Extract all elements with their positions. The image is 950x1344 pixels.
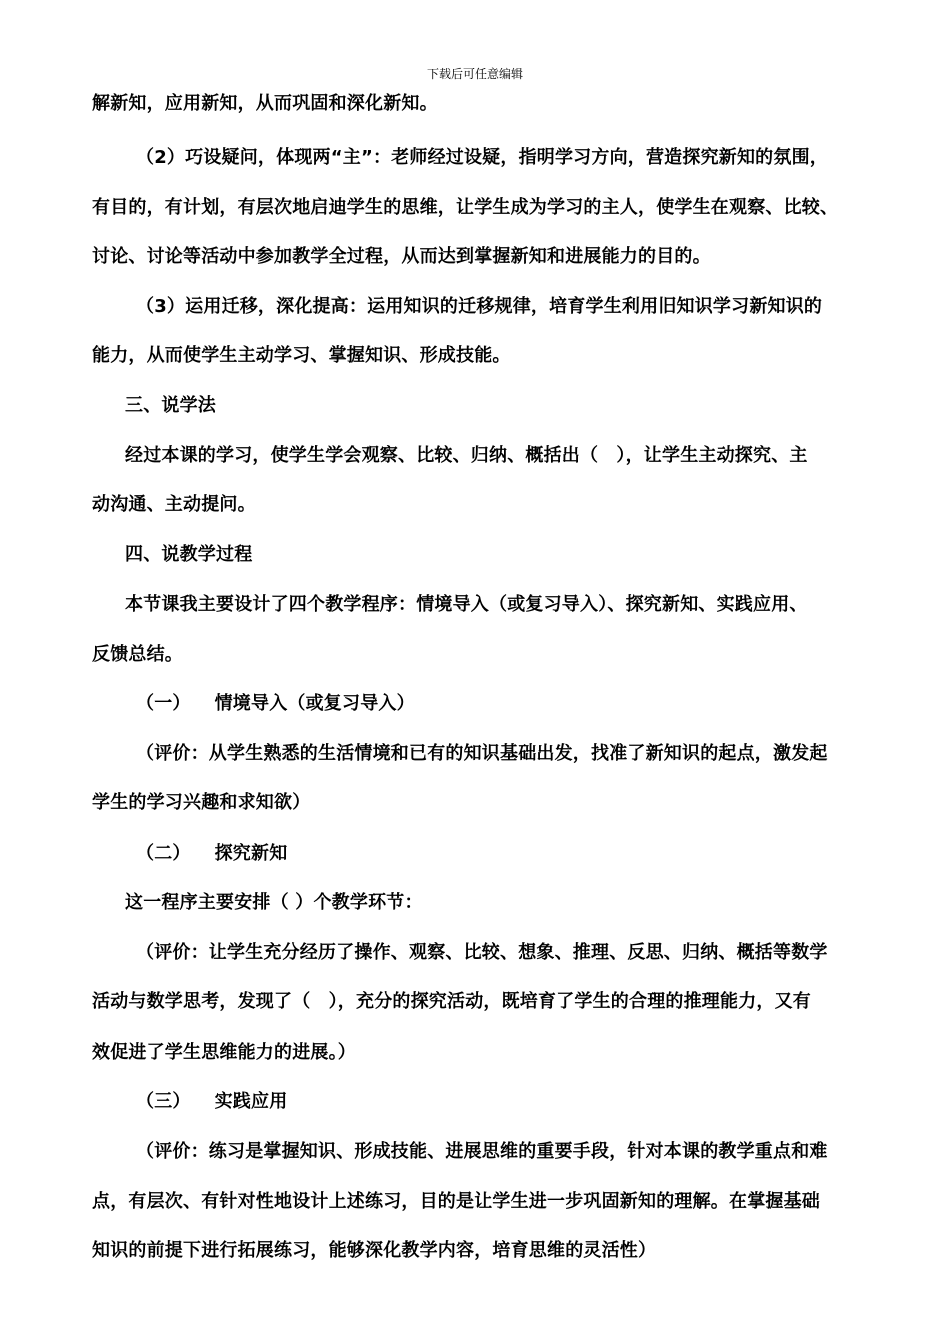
subsection-title: 实践应用 [214,1091,288,1112]
paragraph-line: （评价：让学生充分经历了操作、观察、比较、想象、推理、反思、归纳、概括等数学 [136,942,828,963]
section-heading: 四、说教学过程 [125,544,253,565]
paragraph-line: 学生的学习兴趣和求知欲） [92,792,311,813]
paragraph-line: （2）巧设疑问，体现两“主”：老师经过设疑，指明学习方向，营造探究新知的氛围， [136,147,828,168]
paragraph-line: （3）运用迁移，深化提高：运用知识的迁移规律，培育学生利用旧知识学习新知识的 [136,296,823,317]
paragraph-line: 能力，从而使学生主动学习、掌握知识、形成技能。 [92,345,511,366]
paragraph-line: 效促进了学生思维能力的进展。） [92,1042,356,1063]
page-header: 下载后可任意编辑 [426,67,523,81]
subsection-number: （一） [136,693,191,714]
section-heading: 三、说学法 [125,395,216,416]
paragraph-line: 有目的，有计划，有层次地启迪学生的思维，让学生成为学习的主人，使学生在观察、比较、 [92,197,839,218]
paragraph-line: 反馈总结。 [92,644,183,665]
paragraph-line: （评价：从学生熟悉的生活情境和已有的知识基础出发，找准了新知识的起点，激发起 [136,743,828,764]
subsection-heading-3 [136,1090,287,1114]
subsection-heading-1 [136,692,415,716]
paragraph-line: 这一程序主要安排（ ）个教学环节： [125,892,423,913]
paragraph-line: 动沟通、主动提问。 [92,494,256,515]
paragraph-line: 经过本课的学习，使学生学会观察、比较、归纳、概括出（ ），让学生主动探究、主 [125,445,808,466]
subsection-number: （二） [136,843,191,864]
paragraph-line: 本节课我主要设计了四个教学程序：情境导入（或复习导入）、探究新知、实践应用、 [125,594,808,615]
paragraph-line: 知识的前提下进行拓展练习，能够深化教学内容，培育思维的灵活性） [92,1240,657,1261]
paragraph-line: 活动与数学思考，发现了（ ），充分的探究活动，既培育了学生的合理的推理能力，又有 [92,991,811,1012]
subsection-title: 探究新知 [214,843,288,864]
paragraph-line: 解新知，应用新知，从而巩固和深化新知。 [92,93,438,114]
subsection-heading-2 [136,842,287,866]
paragraph-line: （评价：练习是掌握知识、形成技能、进展思维的重要手段，针对本课的教学重点和难 [136,1141,828,1162]
paragraph-line: 点，有层次、有针对性地设计上述练习，目的是让学生进一步巩固新知的理解。在掌握基础 [92,1191,820,1212]
subsection-number: （三） [136,1091,191,1112]
paragraph-line: 讨论、讨论等活动中参加教学全过程，从而达到掌握新知和进展能力的目的。 [92,246,711,267]
subsection-title: 情境导入（或复习导入） [214,693,415,714]
